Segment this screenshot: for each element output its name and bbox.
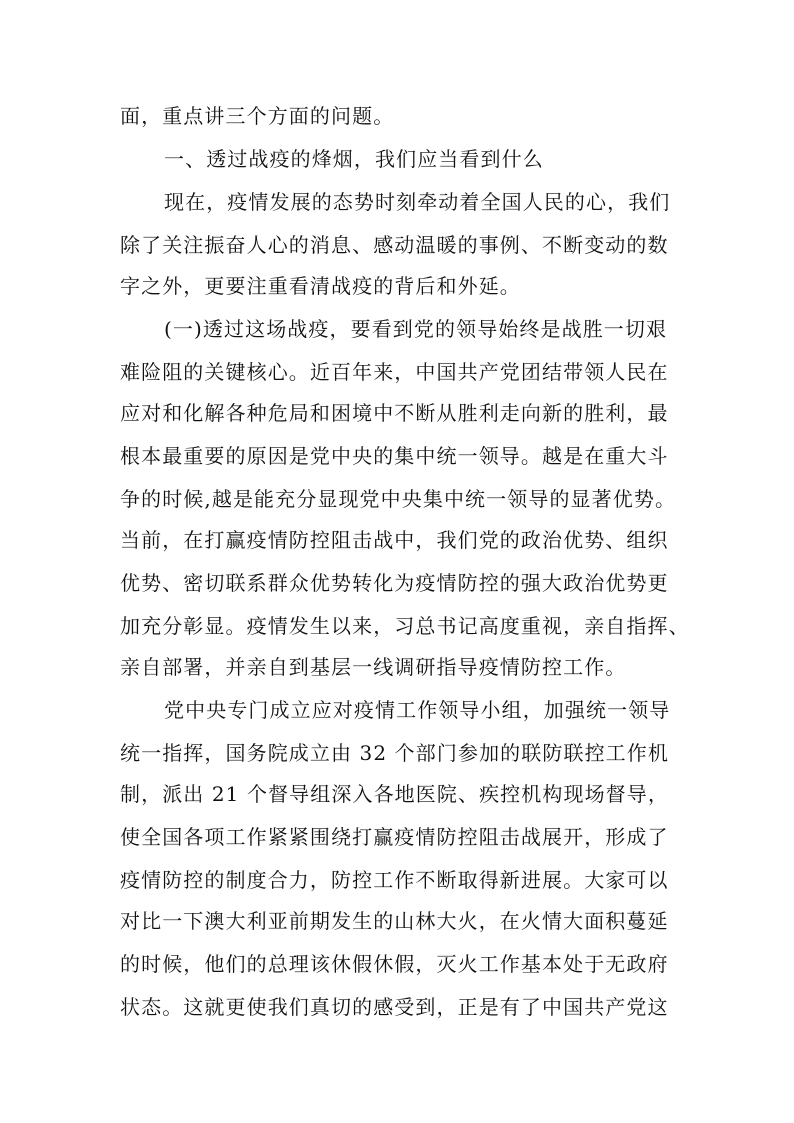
text-line: 对比一下澳大利亚前期发生的山林大火，在火情大面积蔓延 <box>120 909 669 933</box>
text-line: 字之外，更要注重看清战疫的背后和外延。 <box>120 274 521 298</box>
section-heading: 一、透过战疫的烽烟，我们应当看到什么 <box>164 147 544 171</box>
text-line: 统一指挥，国务院成立由 32 个部门参加的联防联控工作机 <box>120 741 669 765</box>
text-line: 疫情防控的制度合力，防控工作不断取得新进展。大家可以 <box>120 868 669 892</box>
text-line: 现在，疫情发展的态势时刻牵动着全国人民的心，我们 <box>164 190 671 214</box>
text-line: 使全国各项工作紧紧围绕打赢疫情防控阻击战展开，形成了 <box>120 825 669 849</box>
subsection-heading-line: (一)透过这场战疫，要看到党的领导始终是战胜一切艰 <box>164 317 668 341</box>
text-line: 制，派出 21 个督导组深入各地医院、疾控机构现场督导， <box>120 782 669 806</box>
text-line: 当前，在打赢疫情防控阻击战中，我们党的政治优势、组织 <box>120 528 669 552</box>
text-line: 面，重点讲三个方面的问题。 <box>120 104 395 128</box>
text-line: 亲自部署，并亲自到基层一线调研指导疫情防控工作。 <box>120 655 627 679</box>
text-line: 根本最重要的原因是党中央的集中统一领导。越是在重大斗 <box>120 444 669 468</box>
text-line: 难险阻的关键核心。近百年来，中国共产党团结带领人民在 <box>120 360 669 384</box>
text-line: 的时候，他们的总理该休假休假，灭火工作基本处于无政府 <box>120 952 669 976</box>
text-line: 优势、密切联系群众优势转化为疫情防控的强大政治优势更 <box>120 571 669 595</box>
text-line: 除了关注振奋人心的消息、感动温暖的事例、不断变动的数 <box>120 233 669 257</box>
text-line: 应对和化解各种危局和困境中不断从胜利走向新的胜利，最 <box>120 401 669 425</box>
text-line: 状态。这就更使我们真切的感受到，正是有了中国共产党这 <box>120 995 669 1019</box>
text-line: 加充分彰显。疫情发生以来，习总书记高度重视，亲自指挥、 <box>120 614 690 638</box>
text-line: 争的时候,越是能充分显现党中央集中统一领导的显著优势。 <box>120 487 677 511</box>
text-line: 党中央专门成立应对疫情工作领导小组，加强统一领导 <box>164 698 671 722</box>
